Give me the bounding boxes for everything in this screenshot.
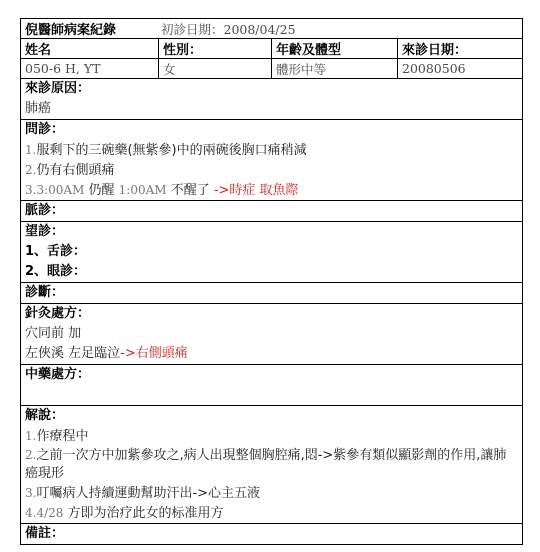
inquiry-section [20, 120, 523, 201]
explanation-section [20, 406, 523, 524]
pulse-section [20, 201, 523, 222]
item-time: 1:00AM [118, 183, 167, 197]
item-number: 2. [25, 448, 37, 462]
item-text: 服剩下的三碗藥(無紫參)中的兩碗後胸口痛稍減 [36, 143, 307, 158]
acupuncture-note-red: ->右側頭痛 [120, 346, 188, 361]
inquiry-item [25, 180, 522, 200]
medical-record [20, 18, 523, 545]
explanation-label: 解說： [25, 408, 65, 423]
acupuncture-line-1: 穴同前 加 [25, 326, 82, 341]
inquiry-label: 問診： [25, 122, 65, 137]
inquiry-item [25, 160, 522, 180]
remarks-label: 備註： [25, 526, 65, 541]
item-text: 叮囑病人持續運動幫助汗出->心主五液 [36, 486, 261, 501]
name-value: 050-6 H, YT [25, 61, 101, 76]
reason-text: 肺癌 [25, 101, 52, 116]
acupuncture-points: 左俠溪 左足臨泣 [25, 346, 121, 361]
age-build-value: 體形中等 [271, 59, 397, 78]
explanation-item [25, 426, 522, 446]
item-number: 3. [25, 486, 37, 500]
item-number: 1. [25, 429, 37, 443]
reason-section [20, 79, 523, 120]
item-text-2: 不醒了 [170, 183, 210, 198]
item-number: 2. [25, 163, 37, 177]
gender-label: 性別： [158, 39, 271, 58]
acupuncture-section [20, 304, 523, 365]
item-number: 4.4/28 [25, 506, 64, 520]
visit-date-label: 來診日期： [397, 39, 522, 58]
record-header [20, 18, 523, 39]
info-header-row [20, 39, 523, 59]
herbal-section [20, 365, 523, 406]
item-text: 之前一次方中加紫參攻之,病人出現整個胸腔痛,悶->紫參有類似顯影劑的作用,讓肺癌現形 [25, 448, 507, 481]
record-title: 倪醫師病案紀錄 [25, 23, 117, 38]
item-text: 方即为治疗此女的标准用方 [67, 506, 224, 521]
first-visit-date: 初診日期：2008/04/25 [161, 21, 296, 37]
eye-diagnosis-label: 2、眼診： [25, 264, 87, 279]
visit-date-value: 20080506 [397, 59, 522, 78]
herbal-label: 中藥處方： [25, 367, 91, 382]
explanation-item [25, 446, 522, 483]
diagnosis-section [20, 283, 523, 304]
item-number: 3.3:00AM [25, 183, 85, 197]
remarks-section [20, 524, 523, 545]
age-build-label: 年齡及體型 [271, 39, 397, 58]
explanation-item [25, 483, 522, 503]
name-label: 姓名 [25, 43, 52, 58]
item-text: 作療程中 [36, 429, 89, 444]
item-text: 仍醒 [88, 183, 119, 198]
inquiry-item [25, 140, 522, 160]
diagnosis-label: 診斷： [25, 285, 65, 300]
reason-label: 來診原因： [25, 81, 91, 96]
tongue-diagnosis-label: 1、舌診： [25, 244, 87, 259]
item-text: 仍有右側頭痛 [36, 163, 115, 178]
info-value-row [20, 59, 523, 79]
acupuncture-label: 針灸處方： [25, 306, 91, 321]
observation-label: 望診： [25, 224, 65, 239]
item-note-red: ->時症 取魚際 [213, 183, 299, 198]
explanation-item [25, 503, 522, 523]
gender-value: 女 [158, 59, 271, 78]
observation-section [20, 222, 523, 283]
herbal-blank [25, 385, 522, 405]
pulse-label: 脈診： [25, 203, 65, 218]
item-number: 1. [25, 143, 37, 157]
acupuncture-line-2 [25, 344, 522, 364]
